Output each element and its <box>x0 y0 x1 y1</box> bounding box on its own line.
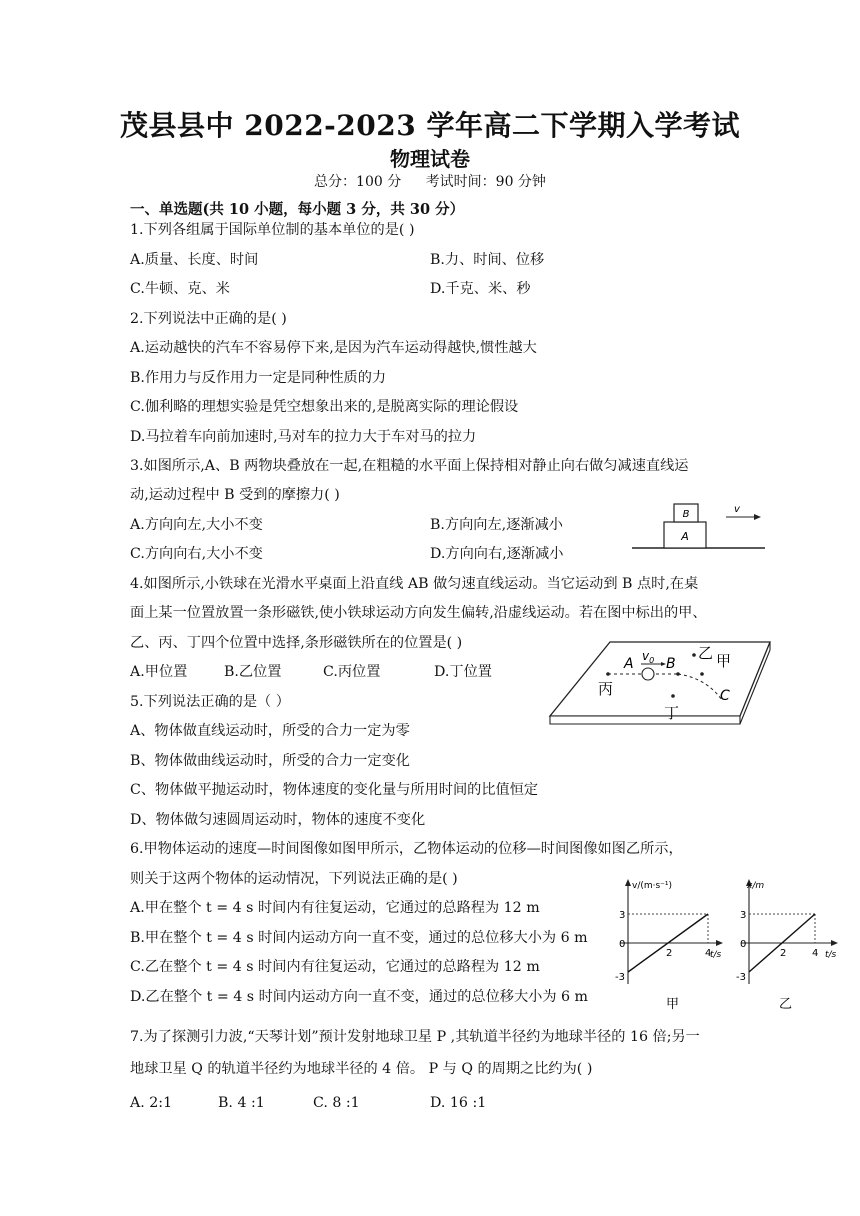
q3-stem-line1: 3.如图所示,A、B 两物块叠放在一起,在粗糙的水平面上保持相对静止向右做匀减速直线运 <box>130 458 689 474</box>
x-tick-4: 4 <box>812 948 819 959</box>
q4-stem-line3: 乙、丙、丁四个位置中选择,条形磁铁所在的位置是( ) <box>130 635 463 651</box>
q5-option-a: A、物体做直线运动时，所受的合力一定为零 <box>130 723 410 739</box>
xlabel: t/s <box>825 950 837 960</box>
v0-sub: 0 <box>649 656 655 665</box>
q2-option-d: D.马拉着车向前加速时,马对车的拉力大于车对马的拉力 <box>130 429 477 445</box>
block-b-label: B <box>682 509 690 520</box>
q5-option-d: D、物体做匀速圆周运动时，物体的速度不变化 <box>130 812 426 828</box>
q7-option-b: B. 4 :1 <box>218 1095 265 1111</box>
x-tick-4: 4 <box>705 948 712 959</box>
caption: 乙 <box>779 997 793 1012</box>
y-tick-0: 0 <box>619 939 626 950</box>
block-a-label: A <box>681 530 689 543</box>
xlabel: t/s <box>710 950 722 960</box>
q4-option-d: D.丁位置 <box>434 664 492 680</box>
q6-option-a: A.甲在整个 t = 4 s 时间内有往复运动，它通过的总路程为 12 m <box>130 900 540 916</box>
position-ding-label: 丁 <box>664 704 680 722</box>
v0-v: v <box>642 649 650 663</box>
q3-option-b: B.方向向左,逐渐减小 <box>430 517 563 533</box>
q2-option-b: B.作用力与反作用力一定是同种性质的力 <box>130 370 387 386</box>
q4-figure <box>548 638 774 730</box>
velocity-label: v <box>734 504 740 515</box>
point-b-label: B <box>666 656 676 672</box>
q6-graph-yi <box>729 876 849 1014</box>
ylabel: v/(m·s⁻¹) <box>632 881 673 891</box>
q1-option-c: C.牛顿、克、米 <box>130 281 230 297</box>
q7-stem-line2: 地球卫星 Q 的轨道半径约为地球半径的 4 倍。 P 与 Q 的周期之比约为( ) <box>130 1061 593 1077</box>
q7-stem-line1: 7.为了探测引力波,“天琴计划”预计发射地球卫星 P ,其轨道半径约为地球半径的 16 倍;另一 <box>130 1029 700 1045</box>
y-tick-3: 3 <box>619 910 626 921</box>
x-tick-2: 2 <box>780 948 787 959</box>
q7-option-c: C. 8 :1 <box>313 1095 360 1111</box>
q3-stem-line2: 动,运动过程中 B 受到的摩擦力( ) <box>130 487 340 503</box>
q4-option-a: A.甲位置 <box>130 664 188 680</box>
position-yi-label: 乙 <box>698 644 714 662</box>
q3-option-c: C.方向向右,大小不变 <box>130 546 263 562</box>
q2-stem: 2.下列说法中正确的是( ) <box>130 311 287 327</box>
x-tick-2: 2 <box>666 948 673 959</box>
y-tick-3: 3 <box>740 910 747 921</box>
q6-option-d: D.乙在整个 t = 4 s 时间内运动方向一直不变，通过的总位移大小为 6 m <box>130 989 589 1005</box>
caption: 甲 <box>666 997 680 1012</box>
exam-time: 考试时间：90 分钟 <box>425 174 546 190</box>
position-bing-label: 丙 <box>598 680 614 698</box>
q7-option-a: A. 2:1 <box>130 1095 173 1111</box>
q6-stem-line1: 6.甲物体运动的速度—时间图像如图甲所示，乙物体运动的位移—时间图像如图乙所示， <box>130 841 683 857</box>
q1-option-d: D.千克、米、秒 <box>430 281 531 297</box>
q2-option-a: A.运动越快的汽车不容易停下来,是因为汽车运动得越快,惯性越大 <box>130 340 537 356</box>
page-subtitle: 物理试卷 <box>390 147 470 171</box>
total-score: 总分：100 分 <box>314 174 402 190</box>
y-tick-neg3: -3 <box>615 972 625 983</box>
y-tick-neg3: -3 <box>736 972 746 983</box>
q6-graph-jia <box>608 876 728 1014</box>
point-c-label: C <box>720 688 730 704</box>
q4-option-c: C.丙位置 <box>323 664 381 680</box>
y-tick-0: 0 <box>740 939 747 950</box>
q3-option-a: A.方向向左,大小不变 <box>130 517 263 533</box>
q3-option-d: D.方向向右,逐渐减小 <box>430 546 564 562</box>
q7-option-d: D. 16 :1 <box>430 1095 487 1111</box>
q6-stem-line2: 则关于这两个物体的运动情况，下列说法正确的是( ) <box>130 871 458 887</box>
q5-stem: 5.下列说法正确的是（ ） <box>130 694 290 710</box>
q5-option-b: B、物体做曲线运动时，所受的合力一定变化 <box>130 753 410 769</box>
section-heading: 一、单选题(共 10 小题，每小题 3 分，共 30 分） <box>130 201 465 218</box>
ylabel: x/m <box>747 881 765 891</box>
q6-option-c: C.乙在整个 t = 4 s 时间内有往复运动，它通过的总路程为 12 m <box>130 959 540 975</box>
q2-option-c: C.伽利略的理想实验是凭空想象出来的,是脱离实际的理论假设 <box>130 399 519 415</box>
q4-stem-line2: 面上某一位置放置一条形磁铁,使小铁球运动方向发生偏转,沿虚线运动。若在图中标出的甲、 <box>130 605 707 621</box>
q1-stem: 1.下列各组属于国际单位制的基本单位的是( ) <box>130 222 415 238</box>
q1-option-b: B.力、时间、位移 <box>430 252 545 268</box>
q5-option-c: C、物体做平抛运动时，物体速度的变化量与所用时间的比值恒定 <box>130 782 539 798</box>
q4-stem-line1: 4.如图所示,小铁球在光滑水平桌面上沿直线 AB 做匀速直线运动。当它运动到 B 点时,在桌 <box>130 576 699 592</box>
position-jia-label: 甲 <box>716 652 732 670</box>
q1-option-a: A.质量、长度、时间 <box>130 252 259 268</box>
q4-option-b: B.乙位置 <box>224 664 282 680</box>
exam-meta <box>0 171 860 191</box>
point-a-label: A <box>624 656 634 672</box>
q6-option-b: B.甲在整个 t = 4 s 时间内运动方向一直不变，通过的总位移大小为 6 m <box>130 930 588 946</box>
page-title: 茂县县中 2022-2023 学年高二下学期入学考试 <box>120 109 740 142</box>
q3-figure <box>630 500 770 556</box>
